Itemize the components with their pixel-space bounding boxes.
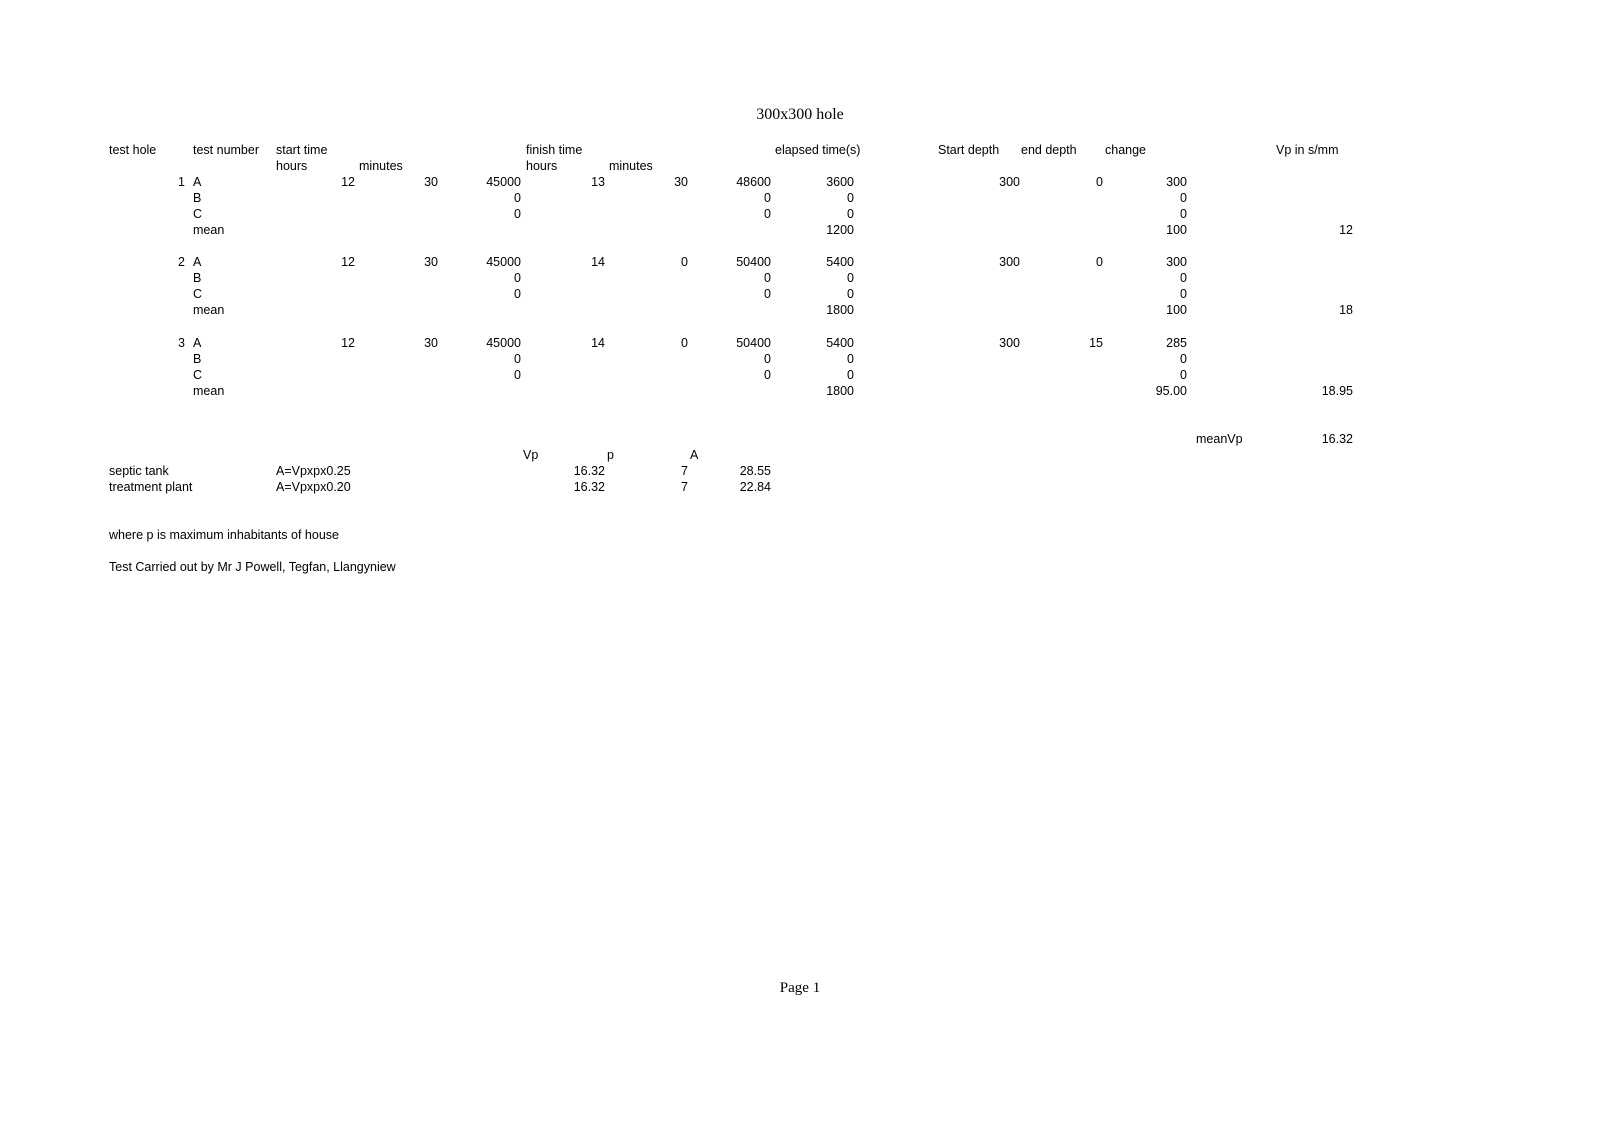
elapsed-value: 0 <box>847 368 854 382</box>
row-label: mean <box>193 384 225 398</box>
summary-row-p: 7 <box>681 464 688 478</box>
note-p-definition: where p is maximum inhabitants of house <box>109 528 339 542</box>
finish-seconds-value: 50400 <box>736 336 771 350</box>
finish-seconds-value: 0 <box>764 368 771 382</box>
summary-row-a: 28.55 <box>739 464 771 478</box>
start-minutes-value: 30 <box>424 336 438 350</box>
elapsed-value: 5400 <box>826 336 854 350</box>
test-hole-number: 2 <box>178 255 185 269</box>
finish-hours-value: 14 <box>591 336 605 350</box>
header-test-number: test number <box>193 143 260 157</box>
header-finish-time: finish time <box>526 143 583 157</box>
start-minutes-value: 30 <box>424 255 438 269</box>
change-value: 0 <box>1180 191 1187 205</box>
summary-row-vp: 16.32 <box>573 480 605 494</box>
row-label: mean <box>193 303 225 317</box>
finish-hours-value: 13 <box>591 175 605 189</box>
start-depth-value: 300 <box>999 175 1020 189</box>
elapsed-value: 0 <box>847 287 854 301</box>
mean-vp-value: 16.32 <box>1321 432 1353 446</box>
finish-seconds-value: 0 <box>764 287 771 301</box>
change-value: 0 <box>1180 271 1187 285</box>
start-seconds-value: 45000 <box>486 175 521 189</box>
header-vp-s-mm: Vp in s/mm <box>1276 143 1339 157</box>
finish-seconds-value: 48600 <box>736 175 771 189</box>
test-hole-number: 1 <box>178 175 185 189</box>
start-hours-value: 12 <box>341 255 355 269</box>
start-minutes-value: 30 <box>424 175 438 189</box>
row-label: C <box>193 368 203 382</box>
end-depth-value: 0 <box>1096 175 1103 189</box>
summary-row-formula: A=Vpxpx0.25 <box>276 464 351 478</box>
finish-seconds-value: 0 <box>764 207 771 221</box>
header-change: change <box>1105 143 1147 157</box>
vp-value: 18 <box>1339 303 1353 317</box>
page-title: 300x300 hole <box>756 106 844 123</box>
start-seconds-value: 0 <box>514 352 521 366</box>
end-depth-value: 15 <box>1089 336 1103 350</box>
start-seconds-value: 0 <box>514 207 521 221</box>
start-depth-value: 300 <box>999 255 1020 269</box>
header-start-depth: Start depth <box>938 143 1000 157</box>
page-number: Page 1 <box>779 980 821 996</box>
start-seconds-value: 45000 <box>486 255 521 269</box>
finish-minutes-value: 30 <box>674 175 688 189</box>
summary-row-p: 7 <box>681 480 688 494</box>
row-label: B <box>193 191 202 205</box>
row-label: C <box>193 287 203 301</box>
row-label: B <box>193 271 202 285</box>
elapsed-value: 1800 <box>826 303 854 317</box>
header-start-hours: hours <box>276 159 308 173</box>
row-label: A <box>193 336 202 350</box>
summary-header-vp: Vp <box>523 448 539 462</box>
row-label: B <box>193 352 202 366</box>
elapsed-value: 3600 <box>826 175 854 189</box>
header-elapsed-time: elapsed time(s) <box>775 143 861 157</box>
elapsed-value: 1200 <box>826 223 854 237</box>
end-depth-value: 0 <box>1096 255 1103 269</box>
header-start-time: start time <box>276 143 328 157</box>
change-value: 300 <box>1166 175 1187 189</box>
row-label: A <box>193 175 202 189</box>
change-value: 0 <box>1180 287 1187 301</box>
row-label: A <box>193 255 202 269</box>
start-seconds-value: 0 <box>514 368 521 382</box>
vp-value: 18.95 <box>1321 384 1353 398</box>
change-value: 285 <box>1166 336 1187 350</box>
change-value: 300 <box>1166 255 1187 269</box>
summary-header-p: p <box>607 448 614 462</box>
change-value: 100 <box>1166 223 1187 237</box>
change-value: 0 <box>1180 207 1187 221</box>
change-value: 0 <box>1180 368 1187 382</box>
summary-row-vp: 16.32 <box>573 464 605 478</box>
start-hours-value: 12 <box>341 336 355 350</box>
row-label: mean <box>193 223 225 237</box>
start-hours-value: 12 <box>341 175 355 189</box>
finish-minutes-value: 0 <box>681 336 688 350</box>
start-seconds-value: 0 <box>514 271 521 285</box>
elapsed-value: 5400 <box>826 255 854 269</box>
summary-row-label: treatment plant <box>109 480 193 494</box>
elapsed-value: 0 <box>847 207 854 221</box>
elapsed-value: 1800 <box>826 384 854 398</box>
test-hole-number: 3 <box>178 336 185 350</box>
finish-seconds-value: 50400 <box>736 255 771 269</box>
change-value: 100 <box>1166 303 1187 317</box>
summary-row-label: septic tank <box>109 464 169 478</box>
header-end-depth: end depth <box>1021 143 1077 157</box>
vp-value: 12 <box>1339 223 1353 237</box>
header-finish-minutes: minutes <box>609 159 653 173</box>
header-start-minutes: minutes <box>359 159 403 173</box>
summary-row-formula: A=Vpxpx0.20 <box>276 480 351 494</box>
row-label: C <box>193 207 203 221</box>
header-finish-hours: hours <box>526 159 558 173</box>
change-value: 95.00 <box>1155 384 1187 398</box>
start-seconds-value: 0 <box>514 287 521 301</box>
mean-vp-label: meanVp <box>1196 432 1243 446</box>
finish-seconds-value: 0 <box>764 352 771 366</box>
finish-seconds-value: 0 <box>764 191 771 205</box>
elapsed-value: 0 <box>847 271 854 285</box>
start-depth-value: 300 <box>999 336 1020 350</box>
finish-seconds-value: 0 <box>764 271 771 285</box>
start-seconds-value: 0 <box>514 191 521 205</box>
finish-minutes-value: 0 <box>681 255 688 269</box>
header-test-hole: test hole <box>109 143 157 157</box>
elapsed-value: 0 <box>847 191 854 205</box>
finish-hours-value: 14 <box>591 255 605 269</box>
summary-header-a: A <box>690 448 699 462</box>
change-value: 0 <box>1180 352 1187 366</box>
start-seconds-value: 45000 <box>486 336 521 350</box>
note-test-carried-out-by: Test Carried out by Mr J Powell, Tegfan, Llangyniew <box>109 560 396 574</box>
elapsed-value: 0 <box>847 352 854 366</box>
summary-row-a: 22.84 <box>739 480 771 494</box>
